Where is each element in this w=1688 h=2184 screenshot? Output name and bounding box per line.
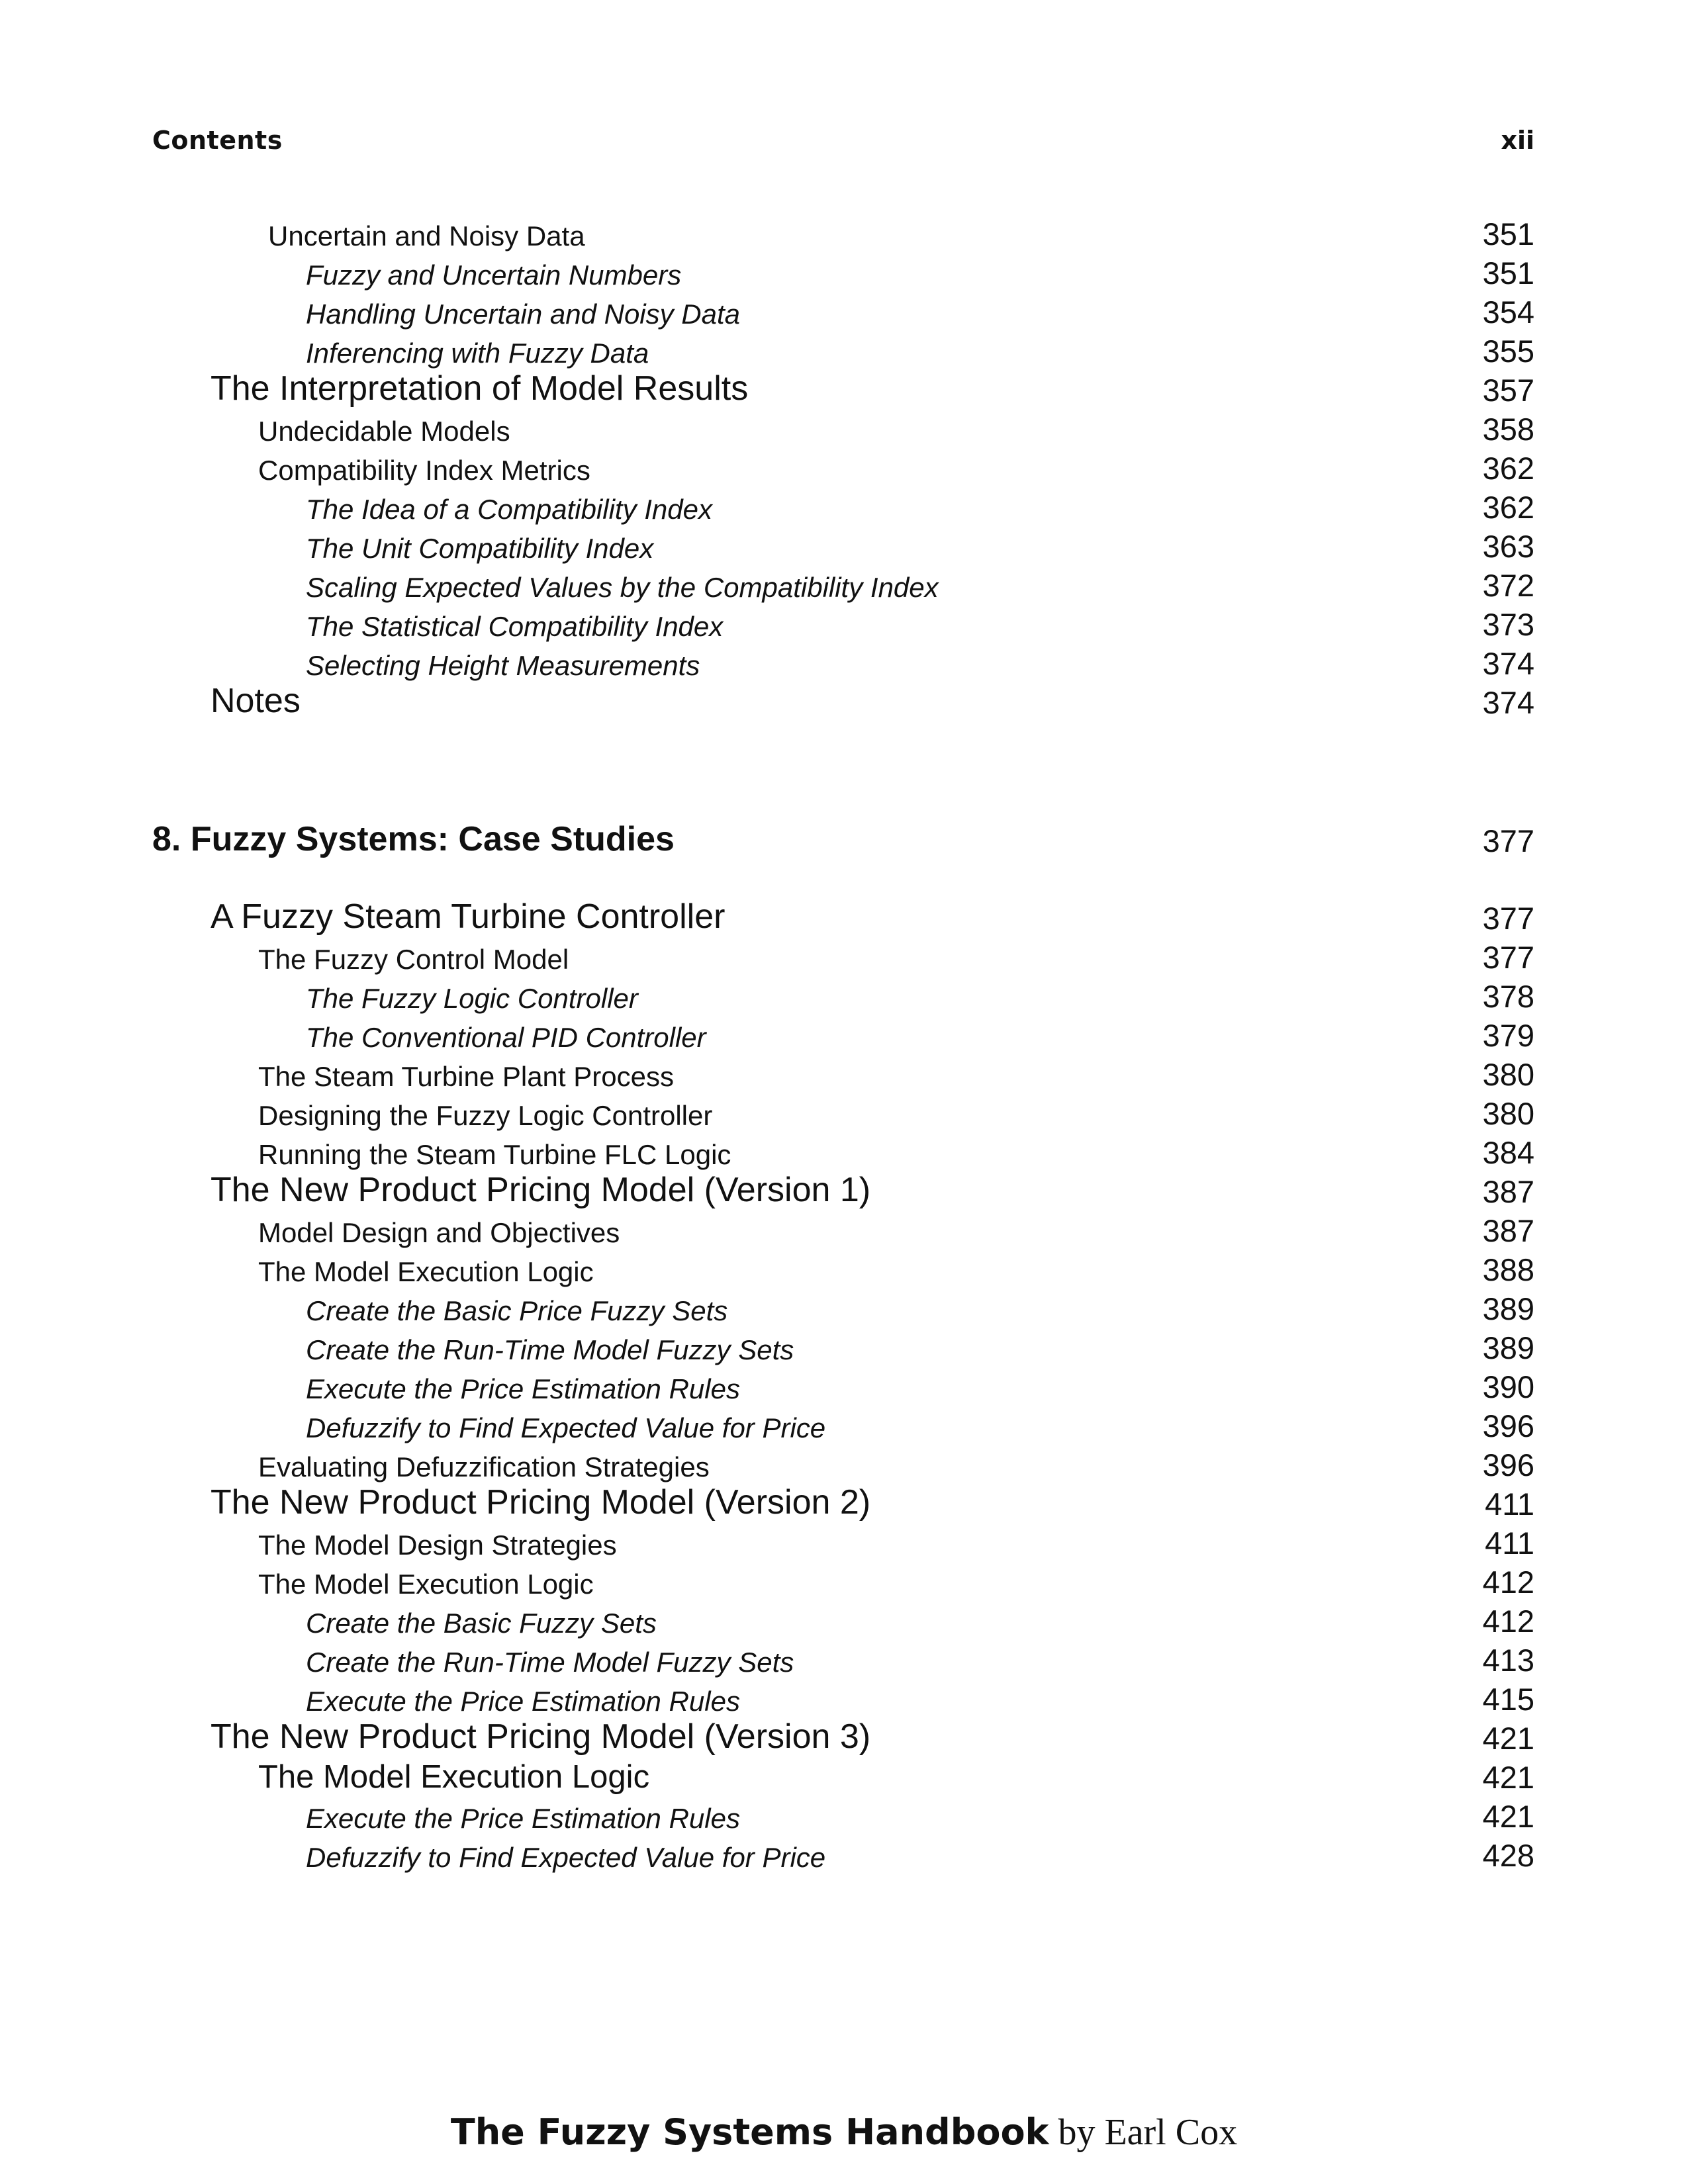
toc-entry-title: Inferencing with Fuzzy Data	[306, 338, 649, 369]
toc-entry[interactable]	[0, 1840, 1688, 1879]
toc-entry-title: The Conventional PID Controller	[306, 1022, 706, 1053]
toc-entry[interactable]	[0, 942, 1688, 981]
toc-entry-title: Create the Basic Fuzzy Sets	[306, 1608, 657, 1639]
toc-entry-page: 389	[1482, 1291, 1534, 1326]
toc-entry[interactable]	[0, 609, 1688, 648]
toc-entry[interactable]	[0, 1059, 1688, 1098]
toc-entry-title: Create the Run-Time Model Fuzzy Sets	[306, 1647, 794, 1678]
toc-entry-page: 374	[1482, 646, 1534, 681]
toc-entry[interactable]	[0, 1371, 1688, 1410]
toc-entry-title: The Model Execution Logic	[258, 1759, 650, 1795]
toc-entry-title: Execute the Price Estimation Rules	[306, 1803, 740, 1834]
toc-chapter-heading[interactable]	[0, 820, 1688, 864]
toc-entry-title: Handling Uncertain and Noisy Data	[306, 298, 741, 330]
toc-entry-page: 378	[1482, 979, 1534, 1014]
toc-entry-title: Selecting Height Measurements	[306, 650, 700, 681]
toc-entry[interactable]	[0, 453, 1688, 492]
toc-entry[interactable]	[0, 492, 1688, 531]
toc-chapter-page: 377	[1482, 823, 1534, 858]
toc-entry-title: Designing the Fuzzy Logic Controller	[258, 1100, 713, 1131]
toc-entry[interactable]	[0, 1171, 1688, 1215]
toc-entry[interactable]	[0, 257, 1688, 296]
toc-entry-title: Execute the Price Estimation Rules	[306, 1686, 740, 1717]
toc-entry[interactable]	[0, 369, 1688, 414]
toc-entry-page: 413	[1482, 1643, 1534, 1678]
toc-entry-page: 362	[1482, 490, 1534, 525]
header-page-number: xii	[1501, 126, 1534, 155]
toc-entry-title: Running the Steam Turbine FLC Logic	[258, 1139, 731, 1170]
toc-entry-page: 421	[1482, 1721, 1534, 1756]
toc-entry-page: 421	[1482, 1760, 1534, 1795]
toc-entry-title: Defuzzify to Find Expected Value for Price	[306, 1842, 826, 1873]
toc-entry-page: 374	[1482, 685, 1534, 720]
toc-entry-title: Fuzzy and Uncertain Numbers	[306, 259, 682, 291]
toc-entry-page: 355	[1482, 334, 1534, 369]
toc-entry-page: 428	[1482, 1838, 1534, 1873]
toc-entry-page: 411	[1485, 1525, 1534, 1561]
toc-entry[interactable]	[0, 1020, 1688, 1059]
toc-entry-page: 379	[1482, 1018, 1534, 1053]
toc-entry-title: The New Product Pricing Model (Version 3)	[211, 1717, 871, 1756]
toc-entry-page: 380	[1482, 1057, 1534, 1092]
toc-entry-page: 387	[1482, 1174, 1534, 1209]
toc-entry[interactable]	[0, 1410, 1688, 1449]
toc-entry[interactable]	[0, 1215, 1688, 1254]
toc-entry-title: Uncertain and Noisy Data	[268, 220, 585, 251]
toc-entry[interactable]	[0, 1567, 1688, 1606]
toc-entry[interactable]	[0, 1606, 1688, 1645]
toc-entry[interactable]	[0, 218, 1688, 257]
toc-entry-page: 388	[1482, 1252, 1534, 1287]
toc-entry-page: 377	[1482, 940, 1534, 975]
toc-entry-title: The Statistical Compatibility Index	[306, 611, 724, 642]
toc-entry-page: 357	[1482, 373, 1534, 408]
toc-entry-title: The Idea of a Compatibility Index	[306, 494, 713, 525]
toc-entry-title: A Fuzzy Steam Turbine Controller	[211, 897, 726, 936]
footer-book-title: The Fuzzy Systems Handbook	[450, 2111, 1049, 2153]
toc-entry-page: 351	[1482, 216, 1534, 251]
toc-entry-title: Defuzzify to Find Expected Value for Price	[306, 1412, 826, 1443]
toc-entry[interactable]	[0, 682, 1688, 726]
toc-entry-page: 387	[1482, 1213, 1534, 1248]
toc-entry-title: The Steam Turbine Plant Process	[258, 1061, 674, 1092]
toc-entry-title: The New Product Pricing Model (Version 1)	[211, 1171, 871, 1209]
toc-section-chapter-8	[0, 897, 1688, 1879]
toc-entry-page: 396	[1482, 1408, 1534, 1443]
toc-entry-title: Undecidable Models	[258, 416, 510, 447]
toc-entry-page: 390	[1482, 1369, 1534, 1404]
toc-entry-title: The New Product Pricing Model (Version 2)	[211, 1483, 871, 1522]
toc-entry-title: The Model Design Strategies	[258, 1529, 617, 1561]
toc-entry-title: Create the Basic Price Fuzzy Sets	[306, 1295, 728, 1326]
toc-entry[interactable]	[0, 1254, 1688, 1293]
toc-entry-page: 412	[1482, 1604, 1534, 1639]
toc-entry[interactable]	[0, 570, 1688, 609]
toc-entry-page: 415	[1482, 1682, 1534, 1717]
toc-section-chapter-7-continued	[0, 218, 1688, 726]
toc-entry-title: Evaluating Defuzzification Strategies	[258, 1451, 710, 1482]
toc-entry-title: The Model Execution Logic	[258, 1569, 594, 1600]
toc-entry-title: The Unit Compatibility Index	[306, 533, 654, 564]
toc-entry-title: Compatibility Index Metrics	[258, 455, 590, 486]
toc-entry-title: The Fuzzy Control Model	[258, 944, 569, 975]
toc-entry[interactable]	[0, 1717, 1688, 1762]
toc-entry-page: 372	[1482, 568, 1534, 603]
toc-entry[interactable]	[0, 897, 1688, 942]
spacer	[0, 726, 1688, 825]
toc-entry-title: Notes	[211, 682, 301, 720]
toc-entry-page: 354	[1482, 295, 1534, 330]
toc-entry-page: 380	[1482, 1096, 1534, 1131]
toc-entry-page: 411	[1485, 1486, 1534, 1522]
toc-entry-page: 421	[1482, 1799, 1534, 1834]
toc-chapter-title: 8. Fuzzy Systems: Case Studies	[152, 820, 675, 858]
toc-entry[interactable]	[0, 1483, 1688, 1527]
table-of-contents	[0, 218, 1688, 1879]
header-section-title: Contents	[152, 126, 283, 155]
toc-entry[interactable]	[0, 1332, 1688, 1371]
toc-entry-page: 373	[1482, 607, 1534, 642]
toc-entry-title: The Model Execution Logic	[258, 1256, 594, 1287]
toc-entry-title: Create the Run-Time Model Fuzzy Sets	[306, 1334, 794, 1365]
toc-entry-title: The Interpretation of Model Results	[211, 369, 749, 408]
toc-entry-page: 384	[1482, 1135, 1534, 1170]
toc-entry[interactable]	[0, 981, 1688, 1020]
toc-entry-title: Model Design and Objectives	[258, 1217, 620, 1248]
toc-entry[interactable]	[0, 1645, 1688, 1684]
toc-entry-page: 412	[1482, 1565, 1534, 1600]
toc-entry-page: 363	[1482, 529, 1534, 564]
toc-entry-page: 362	[1482, 451, 1534, 486]
toc-entry[interactable]	[0, 414, 1688, 453]
toc-entry[interactable]	[0, 1098, 1688, 1137]
toc-entry[interactable]	[0, 296, 1688, 336]
toc-entry[interactable]	[0, 1527, 1688, 1567]
toc-entry-page: 377	[1482, 901, 1534, 936]
toc-entry-page: 396	[1482, 1447, 1534, 1482]
page-footer	[0, 2111, 1688, 2154]
toc-entry-title: The Fuzzy Logic Controller	[306, 983, 638, 1014]
toc-entry[interactable]	[0, 1293, 1688, 1332]
toc-entry-title: Scaling Expected Values by the Compatibility Index	[306, 572, 939, 603]
toc-entry[interactable]	[0, 1801, 1688, 1840]
toc-entry-page: 358	[1482, 412, 1534, 447]
toc-entry[interactable]	[0, 1759, 1688, 1801]
toc-entry[interactable]	[0, 531, 1688, 570]
footer-byline: by Earl Cox	[1058, 2112, 1238, 2153]
running-header	[152, 126, 1534, 159]
toc-entry-page: 351	[1482, 255, 1534, 291]
toc-entry-page: 389	[1482, 1330, 1534, 1365]
toc-entry-title: Execute the Price Estimation Rules	[306, 1373, 740, 1404]
